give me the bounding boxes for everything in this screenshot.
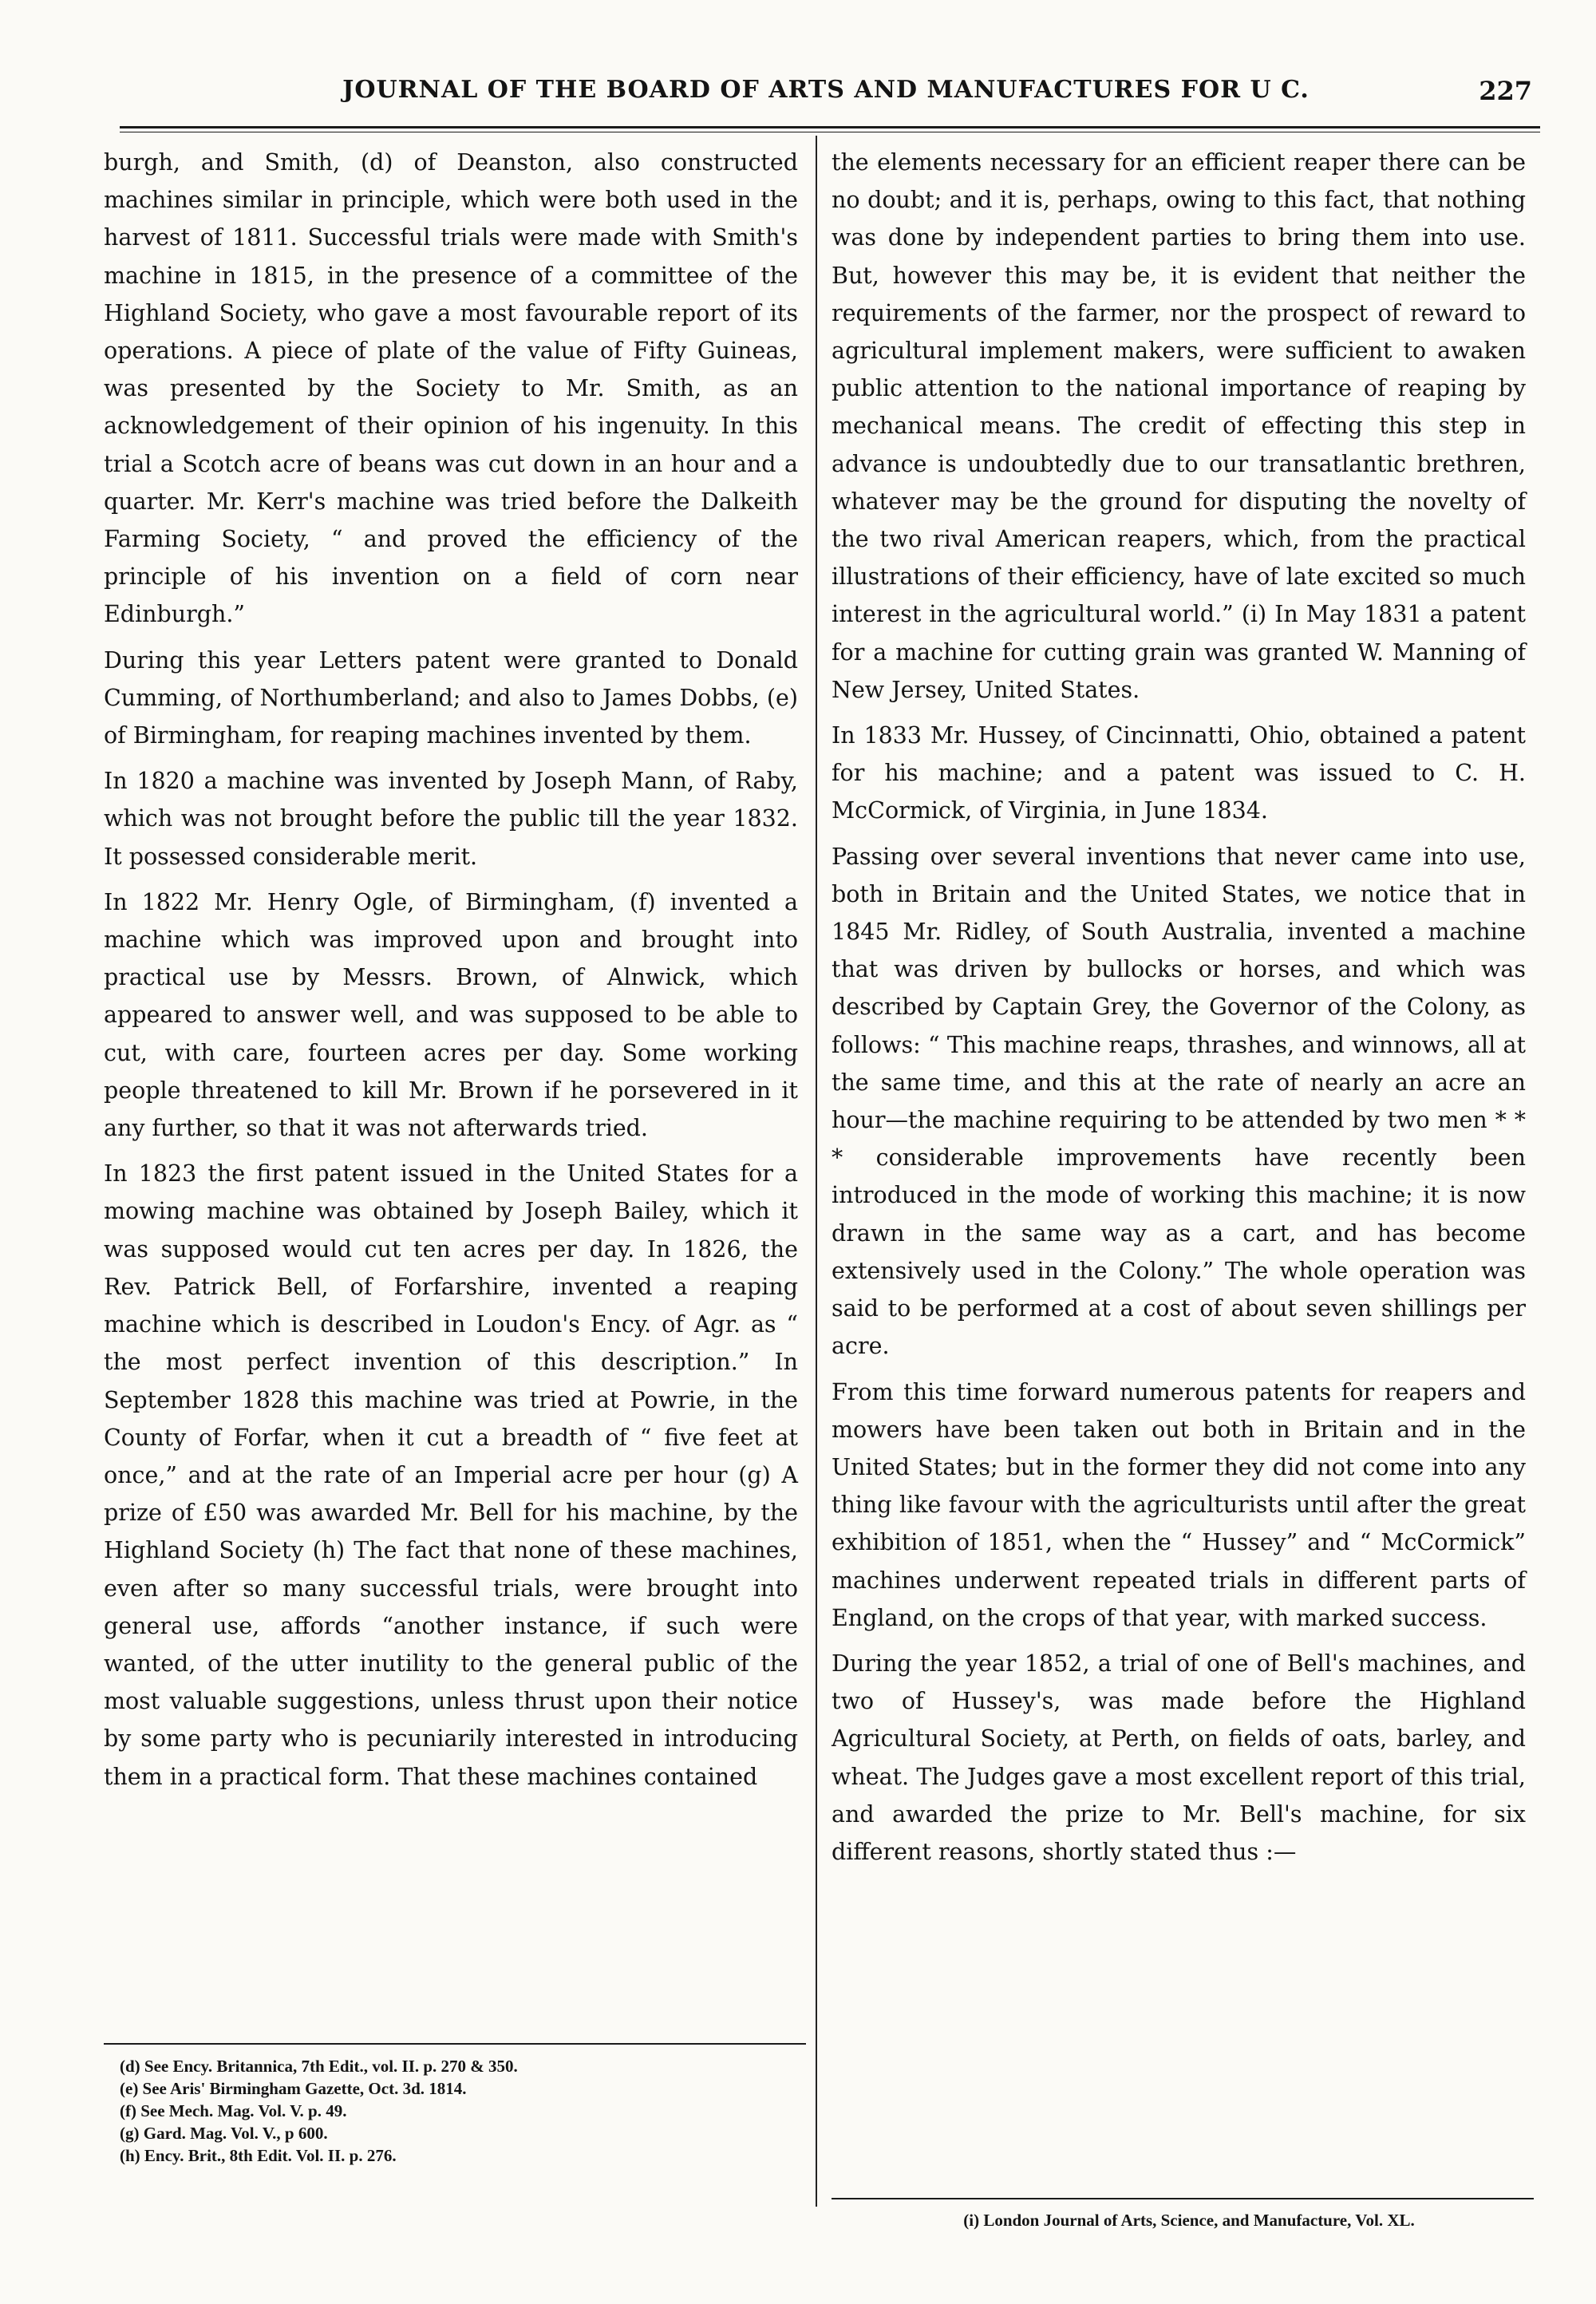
footnote: (h) Ency. Brit., 8th Edit. Vol. II. p. 276. (120, 2146, 397, 2165)
paragraph: From this time forward numerous patents for reapers and mowers have been taken out both in Britain and in the United States; but in the former they did not come into any thing like favour with the agriculturists until after the great exhibition of 1851, when the “ Hussey” and “ McCormick” machines underwent repeated trials in different parts of England, on the crops of that year, with marked success. (832, 1378, 1526, 1631)
footnote: (g) Gard. Mag. Vol. V., p 600. (120, 2124, 328, 2143)
footnote: (f) See Mech. Mag. Vol. V. p. 49. (120, 2101, 347, 2120)
header-rule (120, 126, 1540, 128)
column-divider (816, 136, 817, 2207)
left-column (104, 144, 798, 1796)
running-header (120, 76, 1532, 121)
footnote-rule (832, 2198, 1534, 2199)
paragraph: During this year Letters patent were granted to Donald Cumming, of Northumberland; and also to James Dobbs, (e) of Birmingham, for reaping machines invented by them. (104, 646, 798, 749)
paragraph: In 1833 Mr. Hussey, of Cincinnatti, Ohio, obtained a patent for his machine; and a patent was issued to C. H. McCormick, of Virginia, in June 1834. (832, 722, 1526, 824)
footnote-rule (104, 2043, 806, 2045)
paragraph: In 1820 a machine was invented by Joseph Mann, of Raby, which was not brought before the public till the year 1832. It possessed considerable merit. (104, 768, 798, 870)
paragraph: In 1823 the first patent issued in the United States for a mowing machine was obtained by Joseph Bailey, which it was supposed would cut ten acres per day. In 1826, the Rev. Patrick Bell, of Forfarshire, invented a reaping machine which is described in Loudon's Ency. of Agr. as “ the most perfect invention of this description.” In September 1828 this machine was tried at Powrie, in the County of Forfar, when it cut a breadth of “ five feet at once,” and at the rate of an Imperial acre per hour (g) A prize of £50 was awarded Mr. Bell for his machine, by the Highland Society (h) The fact that none of these machines, even after so many successful trials, were brought into general use, affords “another instance, if such were wanted, of the utter inutility to the general public of the most valuable suggestions, unless thrust upon their notice by some party who is pecuniarily interested in introducing them in a practical form. That these machines contained (104, 1160, 798, 1790)
page-number: 227 (1479, 76, 1532, 106)
footnote: (e) See Aris' Birmingham Gazette, Oct. 3d. 1814. (120, 2079, 467, 2098)
paragraph: Passing over several inventions that never came into use, both in Britain and the United States, we notice that in 1845 Mr. Ridley, of South Australia, invented a machine that was driven by bullocks or horses, and which was described by Captain Grey, the Governor of the Colony, as follows: “ This machine reaps, thrashes, and winnows, all at the same time, and this at the rate of nearly an acre an hour—the machine requiring to be attended by two men * * * considerable improvements have recently been introduced in the mode of working this machine; it is now drawn in the same way as a cart, and has become extensively used in the Colony.” The whole operation was said to be performed at a cost of about seven shillings per acre. (832, 843, 1526, 1360)
footnotes-left (120, 2055, 806, 2167)
journal-title: JOURNAL OF THE BOARD OF ARTS AND MANUFACTURES FOR U C. (342, 76, 1310, 104)
right-column (832, 144, 1526, 1871)
paragraph: In 1822 Mr. Henry Ogle, of Birmingham, (f) invented a machine which was improved upon and brought into practical use by Messrs. Brown, of Alnwick, which appeared to answer well, and was supposed to be able to cut, with care, fourteen acres per day. Some working people threatened to kill Mr. Brown if he porsevered in it any further, so that it was not afterwards tried. (104, 888, 798, 1142)
footnote: (i) London Journal of Arts, Science, and Manufacture, Vol. XL. (963, 2211, 1415, 2230)
paragraph: burgh, and Smith, (d) of Deanston, also constructed machines similar in principle, which were both used in the harvest of 1811. Successful trials were made with Smith's machine in 1815, in the presence of a committee of the Highland Society, who gave a most favourable report of its operations. A piece of plate of the value of Fifty Guineas, was presented by the Society to Mr. Smith, as an acknowledgement of their opinion of his ingenuity. In this trial a Scotch acre of beans was cut down in an hour and a quarter. Mr. Kerr's machine was tried before the Dalkeith Farming Society, “ and proved the efficiency of the principle of his invention on a field of corn near Edinburgh.” (104, 149, 798, 628)
footnotes-right (846, 2209, 1532, 2231)
paragraph: During the year 1852, a trial of one of Bell's machines, and two of Hussey's, was made before the Highland Agricultural Society, at Perth, on fields of oats, barley, and wheat. The Judges gave a most excellent report of this trial, and awarded the prize to Mr. Bell's machine, for six different reasons, shortly stated thus :— (832, 1650, 1526, 1865)
paragraph: the elements necessary for an efficient reaper there can be no doubt; and it is, perhaps, owing to this fact, that nothing was done by independent parties to bring them into use. But, however this may be, it is evident that neither the requirements of the farmer, nor the prospect of reward to agricultural implement makers, were sufficient to awaken public attention to the national importance of reaping by mechanical means. The credit of effecting this step in advance is undoubtedly due to our transatlantic brethren, whatever may be the ground for disputing the novelty of the two rival American reapers, which, from the practical illustrations of their efficiency, have of late excited so much interest in the agricultural world.” (i) In May 1831 a patent for a machine for cutting grain was granted W. Manning of New Jersey, United States. (832, 149, 1526, 703)
footnote: (d) See Ency. Britannica, 7th Edit., vol. II. p. 270 & 350. (120, 2057, 518, 2076)
